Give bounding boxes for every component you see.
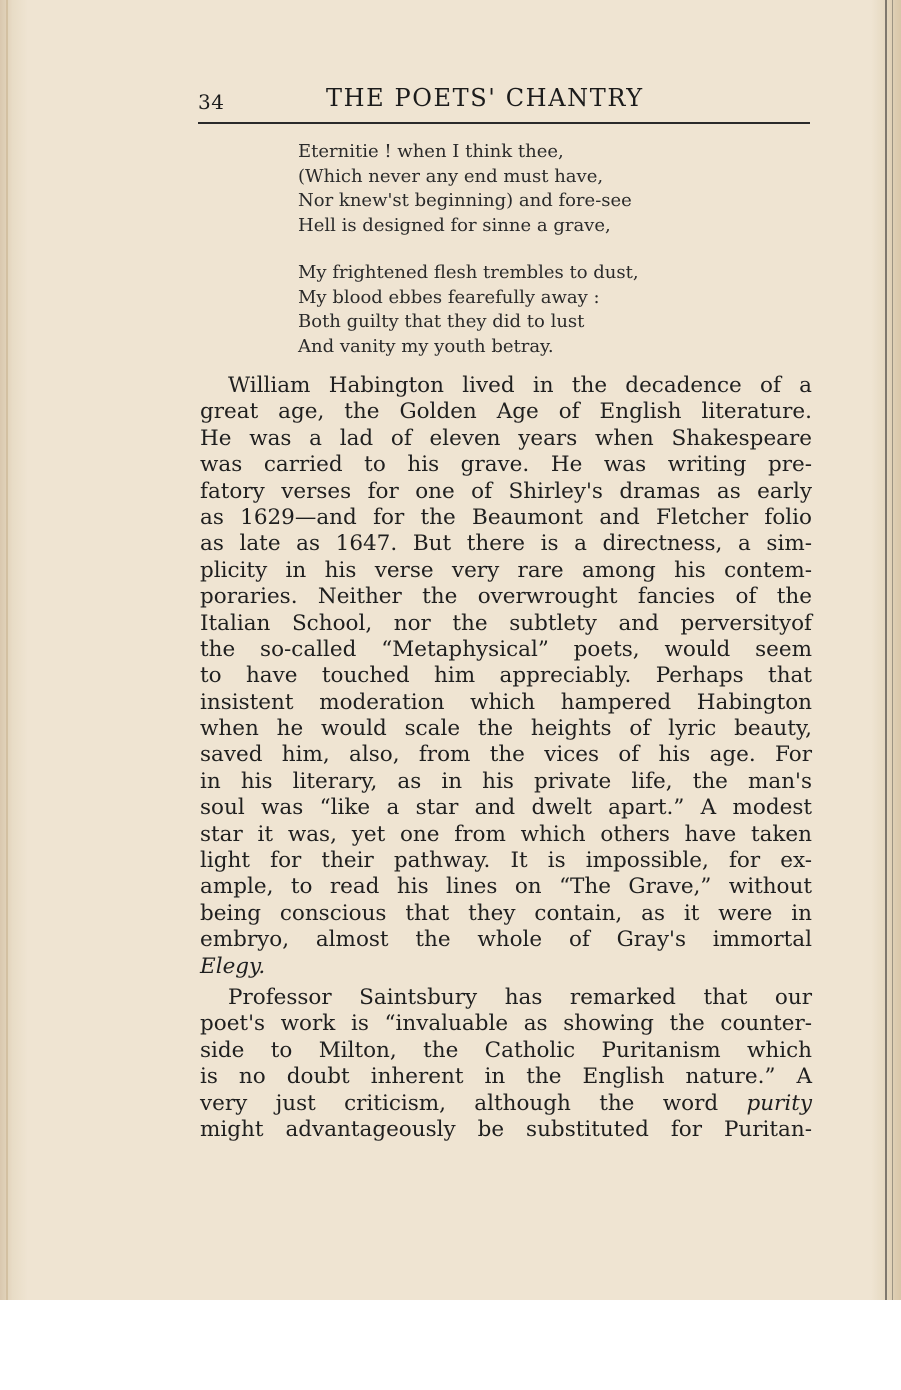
- text-line: as late as 1647. But there is a directness, a sim-: [200, 531, 812, 557]
- text-line: fatory verses for one of Shirley's dramas as early: [200, 478, 812, 504]
- running-title: THE POETS' CHANTRY: [326, 84, 644, 112]
- text-line: star it was, yet one from which others have taken: [200, 821, 812, 847]
- text-line: the so-called “Metaphysical” poets, would seem: [200, 636, 812, 662]
- paragraph-saintsbury: [200, 985, 812, 1143]
- text-line: is no doubt inherent in the English nature.” A: [200, 1064, 812, 1090]
- text-line: saved him, also, from the vices of his age. For: [200, 742, 812, 768]
- page-gutter: [0, 0, 28, 1300]
- page-number: 34: [198, 90, 225, 114]
- poem-stanza-1: [298, 140, 738, 238]
- italic-word: purity: [746, 1090, 812, 1116]
- poem-line: Hell is designed for sinne a grave,: [298, 214, 611, 236]
- text-line: He was a lad of eleven years when Shakespeare: [200, 425, 812, 451]
- text-line: soul was “like a star and dwelt apart.” A modest: [200, 795, 812, 821]
- text-line: poet's work is “invaluable as showing the counter-: [200, 1011, 812, 1037]
- text-line: [200, 1091, 812, 1117]
- text-line: great age, the Golden Age of English literature.: [200, 399, 812, 425]
- text-line: when he would scale the heights of lyric beauty,: [200, 716, 812, 742]
- text-line: ample, to read his lines on “The Grave,” without: [200, 874, 812, 900]
- text-line: [200, 954, 812, 980]
- text-line: light for their pathway. It is impossible, for ex-: [200, 848, 812, 874]
- text-line: plicity in his verse very rare among his contem-: [200, 557, 812, 583]
- poem-line: Eternitie ! when I think thee,: [298, 141, 564, 162]
- text-line: to have touched him appreciably. Perhaps that: [200, 663, 812, 689]
- elegy-title: Elegy.: [200, 953, 266, 979]
- text-segment: very just criticism, although the word: [200, 1090, 747, 1116]
- poem-line: Both guilty that they did to lust: [298, 311, 585, 332]
- page-edge: [871, 0, 901, 1300]
- poem-line: My frightened flesh trembles to dust,: [298, 262, 639, 283]
- text-line: might advantageously be substituted for Puritan-: [200, 1116, 812, 1142]
- paragraph-habington: [200, 373, 812, 980]
- poem-line: And vanity my youth betray.: [298, 335, 554, 357]
- poem-line: My blood ebbes fearefully away :: [298, 286, 600, 308]
- text-line: was carried to his grave. He was writing pre-: [200, 452, 812, 478]
- text-line: embryo, almost the whole of Gray's immortal: [200, 927, 812, 953]
- text-line: poraries. Neither the overwrought fancies of the: [200, 584, 812, 610]
- text-line: side to Milton, the Catholic Puritanism which: [200, 1037, 812, 1063]
- poem-stanza-2: [298, 261, 738, 359]
- text-line: Professor Saintsbury has remarked that our: [228, 985, 812, 1010]
- text-line: as 1629—and for the Beaumont and Fletcher folio: [200, 504, 812, 530]
- text-line: William Habington lived in the decadence of a: [228, 373, 812, 398]
- running-header: [198, 80, 810, 120]
- text-line: in his literary, as in his private life, the man's: [200, 768, 812, 794]
- poem-line: (Which never any end must have,: [298, 165, 604, 187]
- text-line: Italian School, nor the subtlety and perversityof: [200, 610, 812, 636]
- poem-line: Nor knew'st beginning) and fore-see: [298, 190, 632, 211]
- header-rule: [198, 122, 810, 124]
- text-line: insistent moderation which hampered Habington: [200, 689, 812, 715]
- text-line: being conscious that they contain, as it were in: [200, 900, 812, 926]
